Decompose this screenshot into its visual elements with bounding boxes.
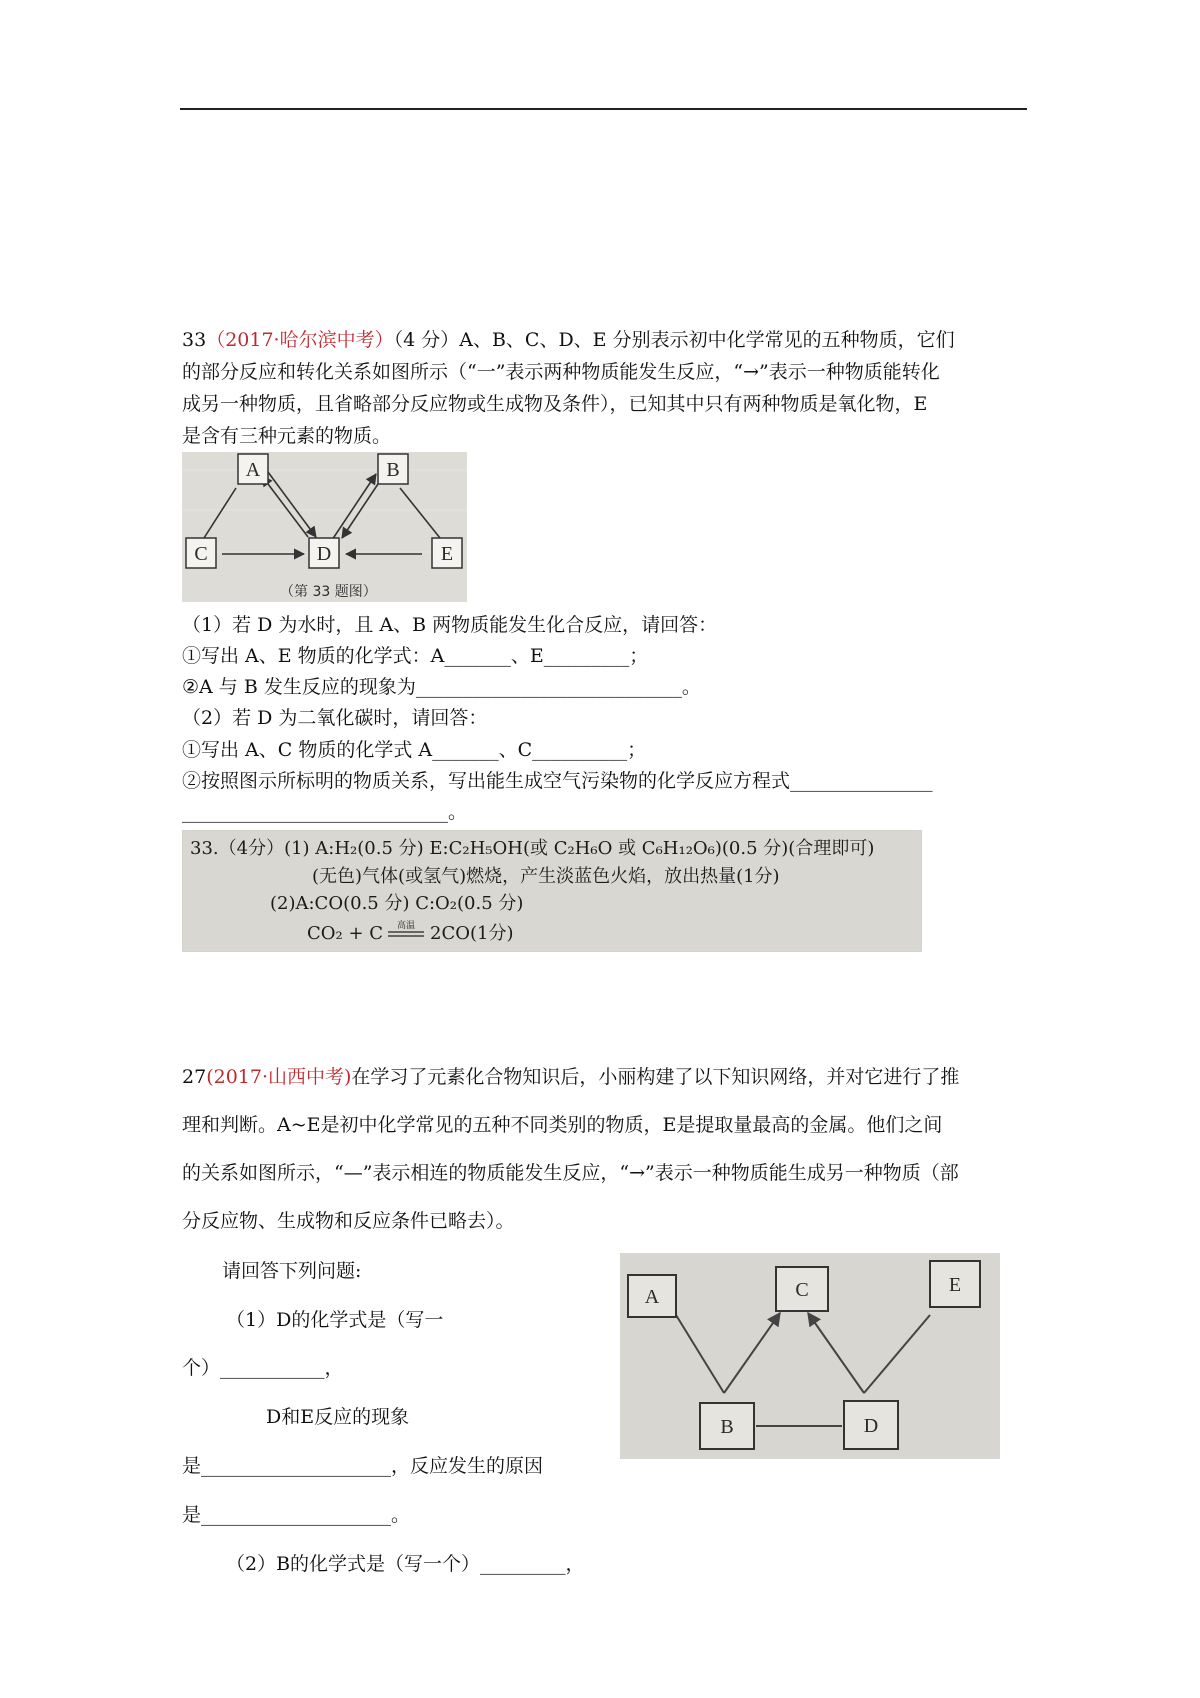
q33-source: （2017·哈尔滨中考）	[206, 329, 394, 351]
q27-node-d: D	[863, 1415, 879, 1437]
q27-prompt: 请回答下列问题:	[222, 1260, 362, 1282]
q27-part1-q3: 是____________________。	[182, 1504, 411, 1526]
q33-part1-q1: ①写出 A、E 物质的化学式：A_______、E_________；	[182, 645, 649, 667]
q27-number: 27	[182, 1066, 207, 1088]
q33-answer-line-2: (无色)气体(或氢气)燃烧，产生淡蓝色火焰，放出热量(1分)	[312, 866, 780, 887]
q33-stem-line-3: 成另一种物质，且省略部分反应物或生成物及条件），已知其中只有两种物质是氧化物，E	[182, 393, 928, 415]
header-rule	[180, 108, 1027, 110]
q27-node-c: C	[795, 1279, 809, 1301]
q27-part2-q1: （2）B的化学式是（写一个）_________，	[226, 1553, 585, 1575]
q27-part1-q2: D和E反应的现象	[266, 1406, 410, 1428]
q33-node-a: A	[245, 459, 261, 481]
q27-node-a: A	[644, 1286, 660, 1308]
q27-part1-q1: （1）D的化学式是（写一	[226, 1309, 444, 1331]
q33-part2-q2: ②按照图示所标明的物质关系，写出能生成空气污染物的化学反应方程式_______________	[182, 770, 933, 792]
q27-stem-line-1: 27(2017·山西中考)在学习了元素化合物知识后，小丽构建了以下知识网络，并对它进行了推	[182, 1066, 960, 1088]
q33-figure-caption: （第 33 题图）	[280, 584, 377, 600]
q27-stem-line-2: 理和判断。A~E是初中化学常见的五种不同类别的物质，E是提取量最高的金属。他们之间	[182, 1114, 943, 1136]
q27-node-e: E	[948, 1274, 962, 1296]
q33-stem-line-4: 是含有三种元素的物质。	[182, 425, 392, 447]
q33-node-b: B	[386, 459, 400, 481]
q27-node-b: B	[720, 1416, 734, 1438]
q33-node-e: E	[440, 543, 454, 565]
q33-part2-heading: （2）若 D 为二氧化碳时，请回答：	[182, 707, 488, 729]
q33-node-d: D	[316, 543, 332, 565]
q33-part2-q1: ①写出 A、C 物质的化学式 A_______、C__________；	[182, 739, 647, 761]
q33-part1-q2: ②A 与 B 发生反应的现象为____________________________。	[182, 676, 701, 698]
q33-answer-eq-condition: 高温	[397, 921, 416, 931]
q33-answer-line-3: (2)A:CO(0.5 分) C:O₂(0.5 分)	[270, 893, 524, 914]
q27-source: (2017·山西中考)	[206, 1066, 352, 1088]
q33-answer-line-1: 33.（4分）(1) A:H₂(0.5 分) E:C₂H₅OH(或 C₂H₆O 或 C₆H₁₂O₆)(0.5 分)(合理即可)	[190, 838, 875, 859]
q33-answer-eq-left: CO₂ + C	[307, 923, 384, 944]
q33-node-c: C	[194, 543, 208, 565]
q27-stem-line-4: 分反应物、生成物和反应条件已略去）。	[182, 1210, 515, 1232]
q27-part1-q2-cont: 是____________________，反应发生的原因	[182, 1455, 544, 1477]
q33-stem-line-2: 的部分反应和转化关系如图所示（“一”表示两种物质能发生反应，“→”表示一种物质能转化	[182, 361, 940, 383]
q33-part2-q2-cont: ____________________________。	[182, 801, 468, 823]
q27-figure	[620, 1253, 1000, 1459]
q27-part1-q1-cont: 个）___________，	[182, 1357, 344, 1379]
q33-stem-line-1: 33（2017·哈尔滨中考）（4 分）A、B、C、D、E 分别表示初中化学常见的五种物质，它们	[182, 329, 955, 351]
q33-figure	[182, 452, 467, 602]
q27-stem-line-3: 的关系如图所示，“—”表示相连的物质能发生反应，“→”表示一种物质能生成另一种物质（部	[182, 1162, 959, 1184]
q33-answer-image	[182, 830, 922, 952]
q33-number: 33	[182, 329, 207, 351]
q33-part1-heading: （1）若 D 为水时，且 A、B 两物质能发生化合反应，请回答：	[182, 614, 718, 636]
q33-answer-eq-right: 2CO(1分)	[430, 923, 514, 944]
